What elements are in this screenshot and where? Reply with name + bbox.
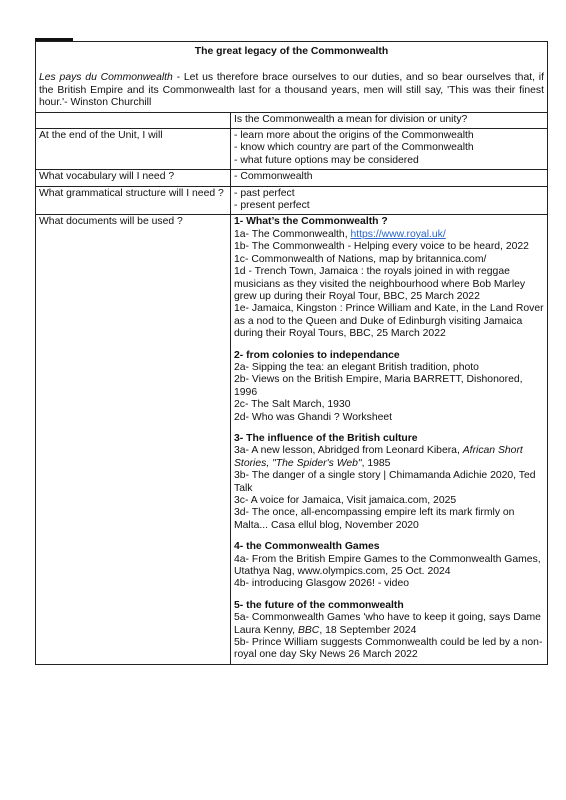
section-title: 5- the future of the commonwealth — [234, 599, 404, 611]
document-item-emphasis: African Short Stories, "The Spider's Web" — [234, 445, 523, 469]
document-item-text: , 18 September 2024 — [319, 624, 417, 636]
objective-item: - what future options may be considered — [234, 154, 419, 166]
grammar-label: What grammatical structure will I need ? — [36, 186, 231, 215]
section-4 — [234, 541, 544, 591]
intro-quote: - Let us therefore brace ourselves to our duties, and so bear ourselves that, if the British Empire and its Commonwealth last for a thousand years, men will still say, 'This was their finest hour.'- Winston Churchill — [39, 72, 545, 109]
section-title: 3- The influence of the British culture — [234, 432, 418, 444]
objectives-row — [36, 129, 548, 170]
document-item: 1e- Jamaica, Kingston : Prince William and Kate, in the Land Rover as a nod to the Queen and Duke of Edinburgh visiting Jamaica during their Royal Tours, BBC, 25 March 2022 — [234, 303, 544, 340]
lesson-plan-document — [35, 41, 547, 665]
problematic-cell: Is the Commonwealth a mean for division or unity? — [231, 112, 548, 128]
vocabulary-label: What vocabulary will I need ? — [36, 170, 231, 186]
document-item-text: , 1985 — [361, 457, 391, 469]
document-item: 2a- Sipping the tea: an elegant British tradition, photo — [234, 361, 479, 373]
document-item: 3c- A voice for Jamaica, Visit jamaica.com, 2025 — [234, 495, 457, 506]
intro-theme: Les pays du Commonwealth — [39, 72, 173, 84]
royal-uk-link[interactable]: https://www.royal.uk/ — [350, 228, 446, 240]
intro-paragraph — [39, 58, 544, 109]
document-item-text: 3a- A new lesson, Abridged from Leonard Kibera, — [234, 445, 463, 457]
document-item-text: 1a- The Commonwealth, — [234, 228, 351, 240]
objectives-list — [231, 129, 548, 170]
section-2 — [234, 350, 544, 424]
section-title: 4- the Commonwealth Games — [234, 541, 380, 553]
grammar-list — [231, 186, 548, 215]
document-item: 5b- Prince William suggests Commonwealth could be led by a non-royal one day Sky News 26 March 2022 — [234, 637, 543, 661]
document-item: 1b- The Commonwealth - Helping every voice to be heard, 2022 — [234, 241, 529, 253]
problematic-row — [36, 112, 548, 128]
objective-item: - learn more about the origins of the Commonwealth — [234, 130, 474, 142]
document-item: 1d - Trench Town, Jamaica : the royals joined in with reggae musicians as they visited the neighbourhood where Bob Marley grew up during their Royal Tour, BBC, 25 March 2022 — [234, 266, 526, 302]
section-3 — [234, 433, 544, 532]
document-item: 4a- From the British Empire Games to the Commonwealth Games, Utathya Nag, www.olympics.com, 25 Oct. 2024 — [234, 553, 541, 578]
header-cell — [36, 42, 548, 113]
vocabulary-item: - Commonwealth — [234, 171, 313, 183]
document-item — [234, 612, 544, 637]
grammar-item: - present perfect — [234, 200, 310, 212]
objectives-label: At the end of the Unit, I will — [36, 129, 231, 170]
objective-item: - know which country are part of the Commonwealth — [234, 142, 474, 154]
document-item-emphasis: BBC — [297, 624, 320, 636]
section-title: 1- What’s the Commonwealth ? — [234, 216, 388, 228]
document-item: 3b- The danger of a single story | Chimamanda Adichie 2020, Ted Talk — [234, 470, 536, 494]
document-item: 4b- introducing Glasgow 2026! - video — [234, 578, 410, 590]
document-item: 2d- Who was Ghandi ? Worksheet — [234, 411, 393, 423]
header-row — [36, 42, 548, 113]
lesson-plan-table — [35, 41, 548, 665]
documents-row — [36, 215, 548, 664]
documents-list — [231, 215, 548, 664]
document-item: 1c- Commonwealth of Nations, map by britannica.com/ — [234, 253, 487, 265]
document-title: The great legacy of the Commonwealth — [194, 46, 389, 57]
document-item-text: 5a- Commonwealth Games 'who have to keep it going, says Dame Laura Kenny, — [234, 612, 541, 636]
documents-label: What documents will be used ? — [36, 215, 231, 664]
problematic-empty-cell — [36, 112, 231, 128]
document-item — [234, 445, 544, 470]
vocabulary-row — [36, 170, 548, 186]
document-item: 2c- The Salt March, 1930 — [234, 399, 351, 411]
section-title: 2- from colonies to independance — [234, 349, 400, 361]
grammar-item: - past perfect — [234, 187, 295, 199]
section-1 — [234, 216, 544, 340]
grammar-row — [36, 186, 548, 215]
document-item: 2b- Views on the British Empire, Maria BARRETT, Dishonored, 1996 — [234, 374, 523, 398]
section-5 — [234, 600, 544, 662]
document-item: 3d- The once, all-encompassing empire left its mark firmly on Malta... Casa ellul blog, November 2020 — [234, 507, 515, 531]
vocabulary-list — [231, 170, 548, 186]
document-item — [234, 229, 544, 241]
